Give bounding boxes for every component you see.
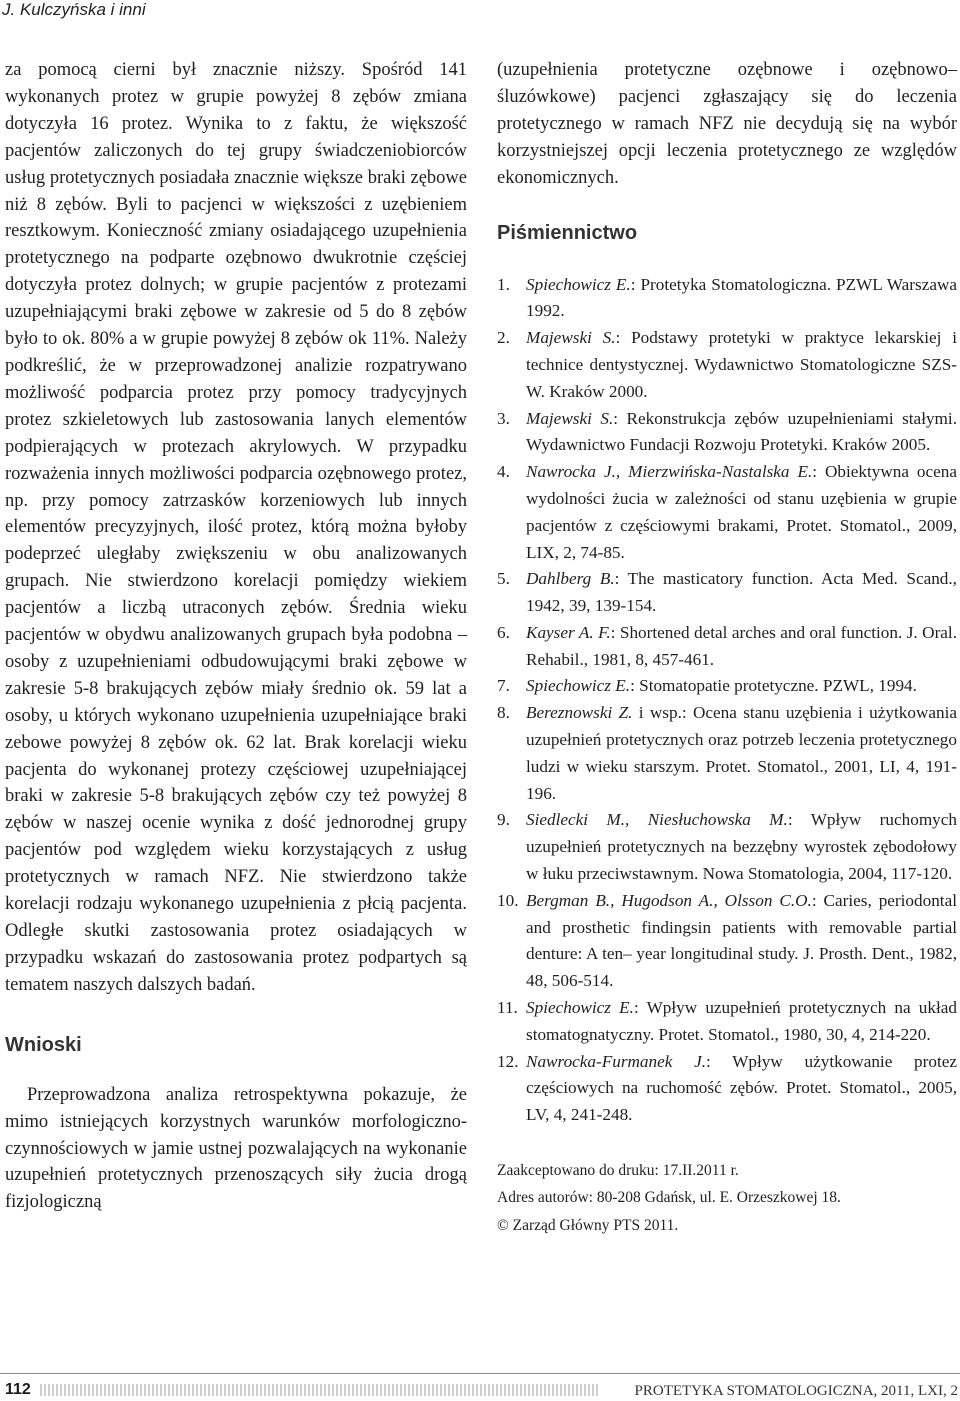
reference-item <box>497 620 957 674</box>
reference-number: 7. <box>497 676 510 696</box>
reference-text: : Shortened detal arches and oral function. J. Oral. Rehabil., 1981, 8, 457-461. <box>526 622 957 669</box>
journal-citation: PROTETYKA STOMATOLOGICZNA, 2011, LXI, 2 <box>634 1383 958 1399</box>
reference-item <box>497 888 957 995</box>
reference-text: : Rekonstrukcja zębów uzupełnieniami stałymi. Wydawnictwo Fundacji Rozwoju Protetyki. Kraków 2005. <box>526 408 957 455</box>
reference-author: Bergman B., Hugodson A., Olsson C.O. <box>526 890 812 910</box>
reference-author: Spiechowicz E. <box>526 274 631 294</box>
reference-text: : Podstawy protetyki w praktyce lekarskiej i technice dentystycznej. Wydawnictwo Stomatologiczne SZS-W. Kraków 2000. <box>526 328 958 401</box>
author-address: Adres autorów: 80-208 Gdańsk, ul. E. Orzeszkowej 18. <box>497 1189 841 1207</box>
conclusions-paragraph: Przeprowadzona analiza retrospektywna pokazuje, że mimo istniejących korzystnych warunków morfologiczno-czynnościowych w jamie ustnej pozwalających na wykonanie uzupełnień protetycznych przenoszących siły żucia drogą fizjologiczną <box>5 1084 467 1213</box>
reference-number: 1. <box>497 274 510 294</box>
reference-number: 6. <box>497 622 510 642</box>
reference-number: 8. <box>497 703 510 723</box>
reference-item <box>497 673 957 700</box>
section-heading-references: Piśmiennictwo <box>497 221 638 244</box>
reference-text: : Stomatopatie protetyczne. PZWL, 1994. <box>630 676 917 696</box>
reference-author: Kayser A. F. <box>526 622 611 642</box>
reference-number: 10. <box>497 890 519 910</box>
reference-text: : The masticatory function. Acta Med. Scand., 1942, 39, 139-154. <box>526 569 957 616</box>
reference-item <box>497 406 957 460</box>
reference-item <box>497 807 957 887</box>
copyright-notice: © Zarząd Główny PTS 2011. <box>497 1216 679 1234</box>
reference-text: : Wpływ uzupełnień protetycznych na układ stomatognatyczny. Protet. Stomatol., 1980, 30, 4, 214-220. <box>526 998 957 1044</box>
reference-author: Nawrocka J., Mierzwińska-Nastalska E. <box>526 462 813 482</box>
body-paragraph: za pomocą cierni był znacznie niższy. Spośród 141 wykonanych protez w grupie powyżej 8 zębów zmiana dotyczyła 16 protez. Wynika to z faktu, że większość pacjentów zaliczonych do tej grupy świadczeniobiorców usług protetycznych posiadała znacznie większe braki zębowe niż 8 zębów. Byli to pacjenci w większości z uzębieniem resztkowym. Konieczność zmiany osiadającego uzupełnienia protetycznego na podparte ozębnowo dwukrotnie częściej dotyczyła protez dolnych; w grupie pacjentów z protezami uzupełniającymi braki zębowe w zakresie od 5 do 8 zębów było to ok. 80% a w grupie powyżej 8 zębów ok 11%. Należy podkreślić, że w przeprowadzonej analizie rozpatrywano możliwość podparcia protez przy pomocy tradycyjnych protez szkieletowych lub zastosowania lanych elementów podpierających w protezach akrylowych. W przypadku rozważenia innych możliwości podparcia ozębnowego protez, np. przy pomocy zatrzasków korzeniowych lub innych elementów precyzyjnych, ilość protez, którą można byłoby podeprzeć uległaby zwiększeniu w obu analizowanych grupach. Nie stwierdzono korelacji pomiędzy wiekiem pacjentów a liczbą utraconych zębów. Średnia wieku pacjentów w obydwu analizowanych grupach była podobna – osoby z uzupełnieniami odbudowującymi braki zębowe w zakresie 5-8 brakujących zębów miały średnio ok. 59 lat a osoby, u których wykonano uzupełnienia uzupełniające braki zebowe powyżej 8 zębów ok. 62 lat. Brak korelacji wieku pacjenta do wykonanej protezy częściowej uzupełniającej braki w zakresie 5-8 brakujących zębów czy też powyżej 8 zębów w naszej ocenie wynika z dość jednorodnej grupy pacjentów pod względem wieku korzystających z usług protetycznych w ramach NFZ. Nie stwierdzono także korelacji rodzaju wykonanego uzupełnienia z płcią pacjenta. Odległe skutki zastosowania protez osiadających w przypadku wskazań do zastosowania protez podpartych są tematem naszych dalszych badań. <box>5 60 467 995</box>
footer-decorative-bar <box>40 1384 600 1396</box>
reference-author: Majewski S. <box>526 408 614 428</box>
page-number: 112 <box>5 1381 31 1398</box>
reference-text: : Wpływ użytkowanie protez częściowych na ruchomość zębów. Protet. Stomatol., 2005, LV, 4, 241-248. <box>526 1051 957 1125</box>
references-list <box>497 272 957 1130</box>
reference-text: : Protetyka Stomatologiczna. PZWL Warszawa 1992. <box>526 274 957 321</box>
reference-item <box>497 700 957 807</box>
article-meta <box>497 1157 957 1239</box>
reference-author: Siedlecki M., Niesłuchowska M. <box>526 810 788 830</box>
left-column <box>5 57 467 1216</box>
reference-item <box>497 272 957 326</box>
running-header: J. Kulczyńska i inni <box>2 0 146 19</box>
reference-number: 2. <box>497 328 510 348</box>
reference-author: Dahlberg B. <box>526 569 615 589</box>
reference-author: Spiechowicz E. <box>526 998 634 1018</box>
footer-rule <box>0 1373 960 1374</box>
reference-author: Bereznowski Z. <box>526 703 633 723</box>
reference-author: Majewski S. <box>526 328 616 348</box>
reference-item <box>497 325 957 405</box>
reference-text: : Caries, periodontal and prosthetic findingsin patients with removable partial denture: A ten– year longitudinal study. J. Prosth. Dent., 1982, 48, 506-514. <box>526 890 957 991</box>
reference-number: 5. <box>497 569 510 589</box>
reference-author: Spiechowicz E. <box>526 676 631 696</box>
reference-item <box>497 459 957 566</box>
body-paragraph-continued: (uzupełnienia protetyczne ozębnowe i ozębnowo–śluzówkowe) pacjenci zgłaszający się do leczenia protetycznego w ramach NFZ nie decydują się na wybór korzystniejszej opcji leczenia protetycznego ze względów ekonomicznych. <box>497 60 957 188</box>
reference-number: 4. <box>497 462 510 482</box>
reference-author: Nawrocka-Furmanek J. <box>526 1051 707 1071</box>
reference-number: 12. <box>497 1051 519 1071</box>
reference-number: 9. <box>497 810 510 830</box>
accepted-date: Zaakceptowano do druku: 17.II.2011 r. <box>497 1162 739 1180</box>
section-heading-wnioski: Wnioski <box>5 1033 82 1056</box>
reference-text: : Obiektywna ocena wydolności żucia w zależności od stanu uzębienia w grupie pacjentów z częściowymi brakami, Protet. Stomatol., 2009, LIX, 2, 74-85. <box>526 462 957 562</box>
right-column <box>497 57 957 1239</box>
reference-number: 3. <box>497 408 510 428</box>
reference-text: : Wpływ ruchomych uzupełnień protetycznych na bezzębny wyrostek zębodołowy w łuku przeciwstawnym. Nowa Stomatologia, 2004, 117-120. <box>526 810 957 884</box>
reference-text: i wsp.: Ocena stanu uzębienia i użytkowania uzupełnień protetycznych oraz potrzeb leczenia protetycznego ludzi w wieku starszym. Protet. Stomatol., 2001, LI, 4, 191-196. <box>526 703 957 803</box>
reference-item <box>497 995 957 1049</box>
reference-item <box>497 1049 957 1129</box>
reference-number: 11. <box>497 998 518 1018</box>
reference-item <box>497 566 957 620</box>
